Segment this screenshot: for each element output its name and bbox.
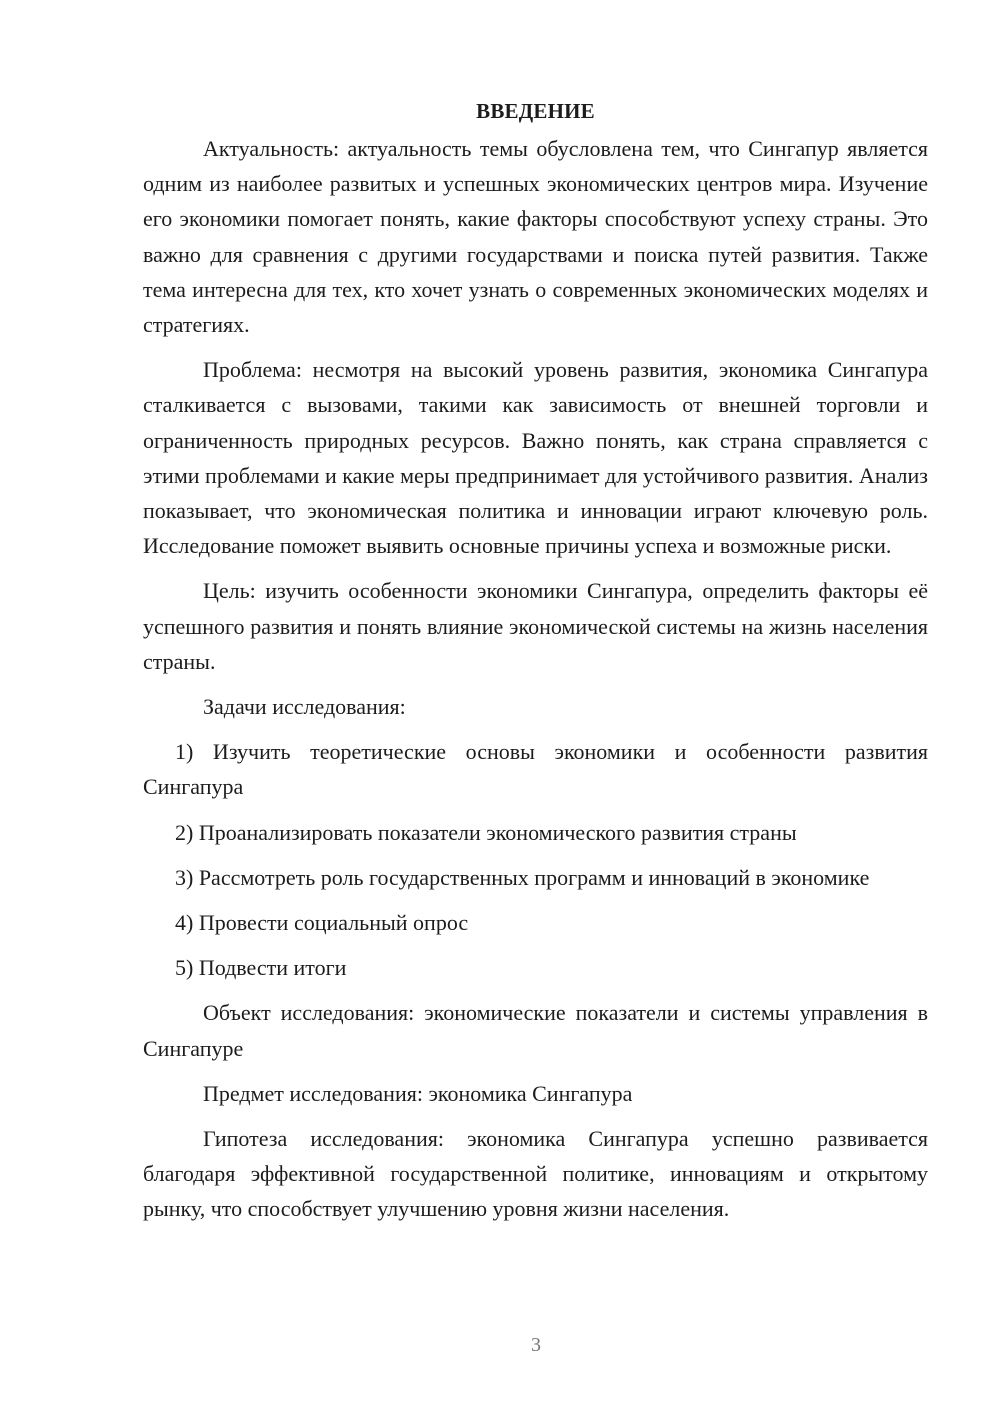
task-item-1: 1) Изучить теоретические основы экономики и особенности развития Сингапура xyxy=(143,739,928,800)
hypothesis-paragraph: Гипотеза исследования: экономика Сингапура успешно развивается благодаря эффективной государственной политике, инновациям и открытому рынку, что способствует улучшению уровня жизни населения. xyxy=(143,1126,928,1222)
task-item-5: 5) Подвести итоги xyxy=(175,955,347,981)
problem-paragraph: Проблема: несмотря на высокий уровень развития, экономика Сингапура сталкивается с вызовами, такими как зависимость от внешней торговли и ограниченность природных ресурсов. Важно понять, как страна справляется с этими проблемами и какие меры предпринимает для устойчивого развития. Анализ показывает, что экономическая политика и инновации играют ключевую роль. Исследование поможет выявить основные причины успеха и возможные риски. xyxy=(143,357,928,559)
task-item-4: 4) Провести социальный опрос xyxy=(175,910,469,936)
tasks-heading: Задачи исследования: xyxy=(203,694,406,720)
research-object-paragraph: Объект исследования: экономические показатели и системы управления в Сингапуре xyxy=(143,1000,928,1061)
research-subject-paragraph: Предмет исследования: экономика Сингапура xyxy=(203,1080,633,1106)
page-number: 3 xyxy=(531,1334,541,1356)
section-title: ВВЕДЕНИЕ xyxy=(476,99,595,123)
task-item-3: 3) Рассмотреть роль государственных программ и инноваций в экономике xyxy=(175,864,870,890)
task-item-2: 2) Проанализировать показатели экономического развития страны xyxy=(175,819,797,845)
goal-paragraph: Цель: изучить особенности экономики Сингапура, определить факторы её успешного развития и понять влияние экономической системы на жизнь населения страны. xyxy=(143,578,928,674)
relevance-paragraph: Актуальность: актуальность темы обусловлена тем, что Сингапур является одним из наиболее развитых и успешных экономических центров мира. Изучение его экономики помогает понять, какие факторы способствуют успеху страны. Это важно для сравнения с другими государствами и поиска путей развития. Также тема интересна для тех, кто хочет узнать о современных экономических моделях и стратегиях. xyxy=(143,136,928,338)
document-body xyxy=(143,96,928,1237)
